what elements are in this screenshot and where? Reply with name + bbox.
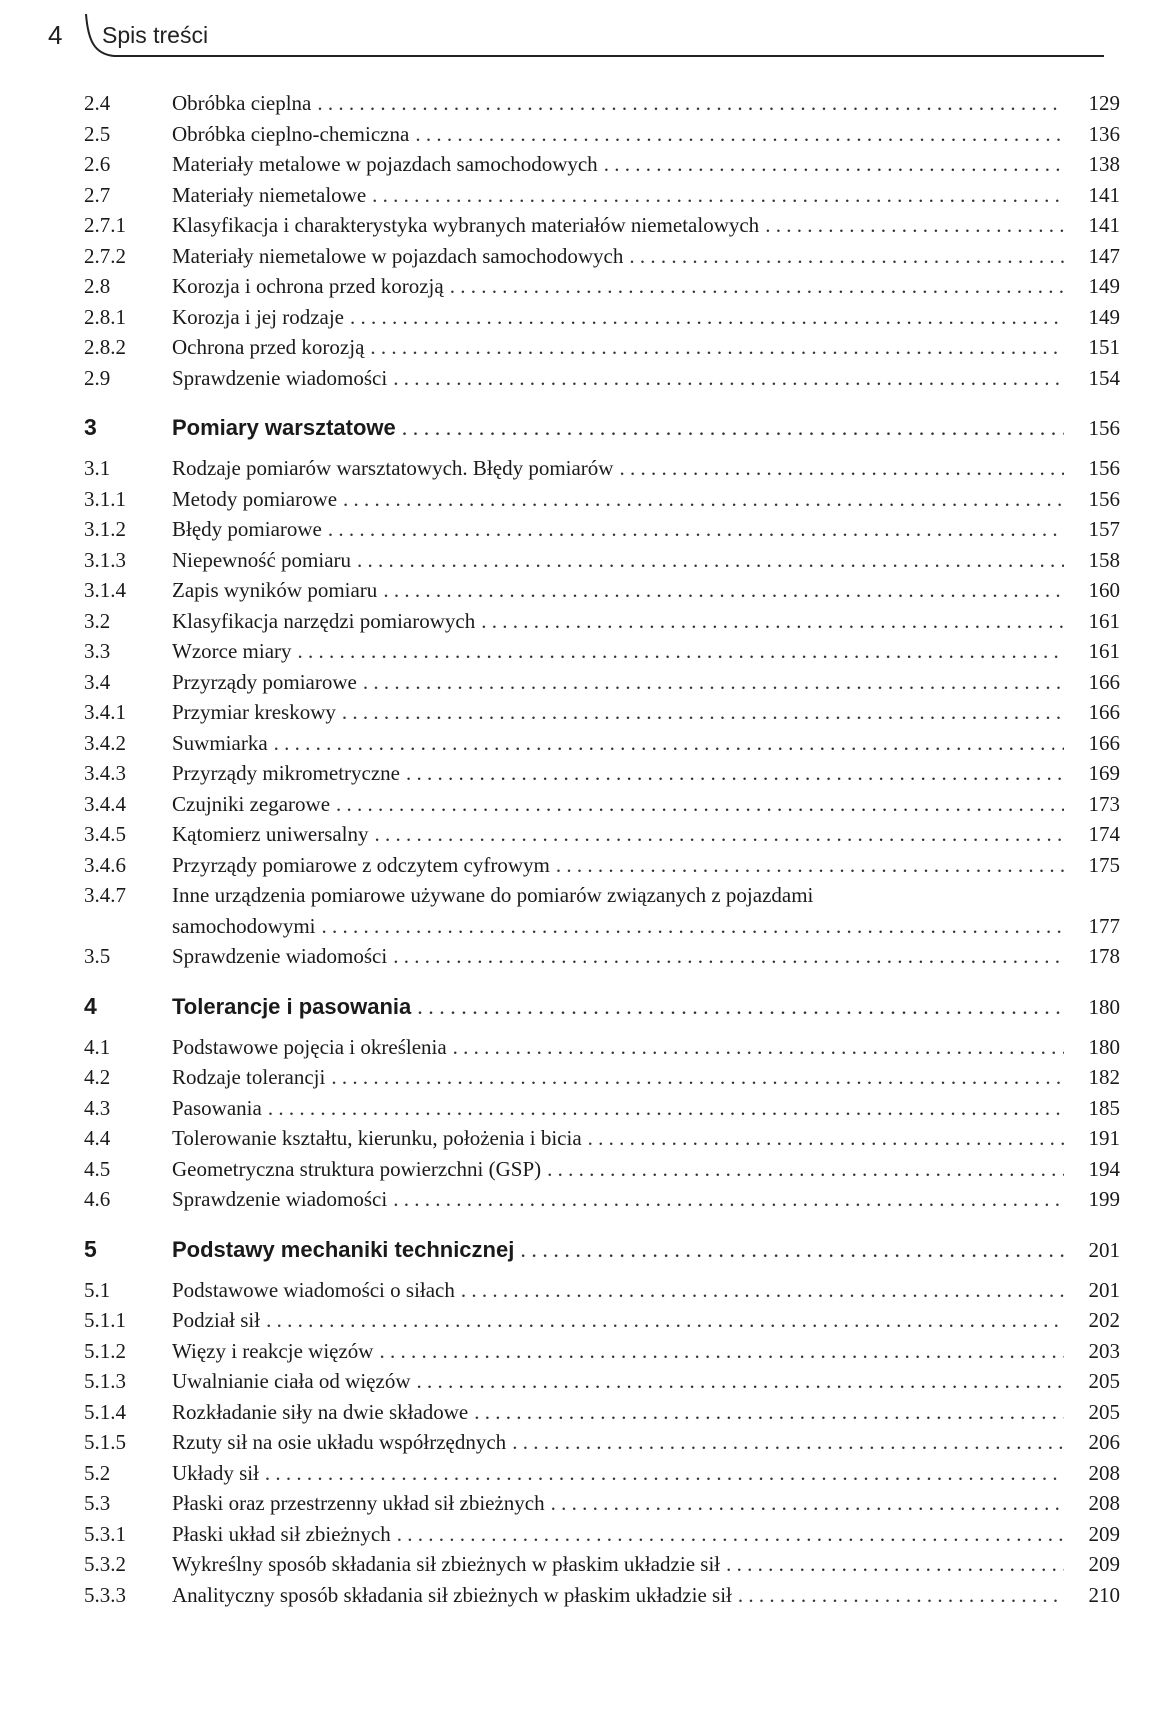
toc-entry-page: 185 [1088,1095,1120,1120]
toc-entry-title: Materiały niemetalowe [172,182,367,207]
toc-entry-title: Ochrona przed korozją [172,335,365,359]
toc-entry-page: 154 [1088,365,1120,390]
toc-entry-number: 2.7.2 [84,243,126,268]
leader-dots [363,667,1064,698]
toc-entry [84,1519,1120,1550]
toc-entry-title: Rodzaje tolerancji [172,1065,326,1089]
toc-entry-title: Podstawowe wiadomości o siłach [172,1277,455,1302]
leader-dots [375,819,1064,850]
toc-entry-title: Rodzaje pomiarów warsztatowych. Błędy pomiarów [172,456,614,480]
toc-entry-page: 149 [1088,274,1120,298]
toc-entry-title: Niepewność pomiaru [172,547,352,572]
toc-entry-number: 3.1.3 [84,547,126,572]
toc-entry-page: 166 [1088,730,1120,755]
toc-entry-number: 4 [84,992,97,1019]
toc-entry-title: Pomiary warsztatowe [172,415,396,440]
toc-entry-page: 151 [1088,335,1120,359]
toc-entry-number: 2.6 [84,152,111,176]
toc-chapter [84,1229,1120,1269]
leader-dots [765,210,1064,241]
leader-dots [372,180,1064,211]
toc-entry-page: 180 [1088,1034,1120,1059]
toc-entry-number: 5.1.3 [84,1369,126,1393]
toc-entry-title: Klasyfikacja i charakterystyka wybranych materiałów niemetalowych [172,213,760,237]
toc-entry [84,88,1120,119]
leader-dots [317,88,1064,119]
toc-entry-page: 136 [1088,121,1120,146]
toc-entry-page: 156 [1088,486,1120,511]
toc-entry-number: 4.6 [84,1187,111,1211]
leader-dots [274,728,1064,759]
toc-entry-page: 166 [1088,700,1120,724]
toc-entry-title: Zapis wyników pomiaru [172,578,378,602]
toc-entry-number: 5.3.3 [84,1582,126,1607]
toc-entry-title: Podstawowe pojęcia i określenia [172,1034,447,1059]
toc-entry [84,758,1120,789]
toc-entry-title: Przymiar kreskowy [172,700,336,724]
leader-dots [370,332,1064,363]
toc-entry-number: 2.8 [84,274,111,298]
leader-dots [379,1336,1064,1367]
toc-entry-title: Klasyfikacja narzędzi pomiarowych [172,608,476,633]
toc-entry-title: Geometryczna struktura powierzchni (GSP) [172,1156,542,1181]
toc-entry [84,514,1120,545]
toc-entry [84,1397,1120,1428]
toc-entry-number: 2.8.1 [84,304,126,329]
toc-entry-title: Przyrządy mikrometryczne [172,761,400,785]
toc-entry [84,1366,1120,1397]
toc-entry-title: Materiały niemetalowe w pojazdach samochodowych [172,243,624,268]
toc-entry [84,1154,1120,1185]
toc-entry [84,241,1120,272]
toc-entry-number: 5.3.2 [84,1552,126,1576]
toc-entry-title: Przyrządy pomiarowe [172,669,357,694]
toc-entry-title: Podział sił [172,1308,261,1332]
toc-entry-page: 205 [1088,1399,1120,1424]
toc-entry-page: 156 [1088,416,1120,440]
toc-entry-number: 3.4.4 [84,791,126,816]
leader-dots [357,545,1064,576]
leader-dots [298,636,1064,667]
leader-dots [481,606,1064,637]
leader-dots [417,987,1064,1027]
toc-entry-number: 3.2 [84,608,111,633]
toc-entry-number: 3.5 [84,944,111,968]
toc-entry-page: 203 [1088,1338,1120,1363]
toc-entry-page: 161 [1088,608,1120,633]
toc-entry-number: 2.7.1 [84,213,126,237]
toc-entry-page: 178 [1088,944,1120,968]
toc-entry-number: 2.5 [84,121,111,146]
toc-entry [84,271,1120,302]
toc-entry [84,1093,1120,1124]
toc-entry-number: 5.1.4 [84,1399,126,1424]
toc-entry-title: Więzy i reakcje więzów [172,1338,374,1363]
leader-dots [393,941,1064,972]
toc-entry-page: 157 [1088,517,1120,541]
toc-entry-page: 160 [1088,578,1120,602]
toc-entry-number: 5.1.2 [84,1338,126,1363]
toc-entry [84,636,1120,667]
toc-entry [84,1336,1120,1367]
leader-dots [415,119,1064,150]
toc-entry [84,789,1120,820]
toc-entry-page: 169 [1088,761,1120,785]
toc-entry [84,1184,1120,1215]
toc-entry-title: Czujniki zegarowe [172,791,331,816]
toc-entry-page: 191 [1088,1126,1120,1150]
leader-dots [450,271,1064,302]
toc-entry-number: 5.3.1 [84,1521,126,1546]
toc-entry-number: 4.4 [84,1126,111,1150]
toc-entry-title: Sprawdzenie wiadomości [172,365,388,390]
leader-dots [402,408,1064,448]
toc-entry-number: 5.1 [84,1277,111,1302]
toc-entry-page: 141 [1088,213,1120,237]
toc-entry-page: 174 [1088,822,1120,846]
toc-entry-page: 201 [1088,1277,1120,1302]
toc-entry [84,667,1120,698]
toc-entry-page: 156 [1088,456,1120,480]
toc-entry [84,819,1120,850]
toc-entry-title: Obróbka cieplno-chemiczna [172,121,410,146]
toc-entry-title: Korozja i ochrona przed korozją [172,274,444,298]
toc-entry [84,697,1120,728]
toc-entry-title: Suwmiarka [172,730,268,755]
toc-entry [84,575,1120,606]
toc-entry-title: Rzuty sił na osie układu współrzędnych [172,1430,507,1454]
toc-entry-title: Uwalnianie ciała od więzów [172,1369,411,1393]
toc-entry-number: 3.4.2 [84,730,126,755]
toc-entry [84,1488,1120,1519]
leader-dots [328,514,1064,545]
toc-entry-page: 161 [1088,639,1120,663]
toc-entry-number: 3.1.4 [84,578,126,602]
toc-entry-page: 129 [1088,91,1120,115]
leader-dots [474,1397,1064,1428]
toc-entry-title: Tolerowanie kształtu, kierunku, położenia i bicia [172,1126,582,1150]
toc-entry-number: 3.4.6 [84,852,126,877]
leader-dots [266,1305,1064,1336]
leader-dots [453,1032,1064,1063]
toc-entry-page: 138 [1088,152,1120,176]
leader-dots [619,453,1064,484]
toc-entry [84,880,1120,911]
toc-entry-page: 208 [1088,1460,1120,1485]
leader-dots [588,1123,1064,1154]
toc-entry [84,180,1120,211]
toc-entry-number: 2.7 [84,182,111,207]
toc-entry-title: Materiały metalowe w pojazdach samochodowych [172,152,598,176]
toc-entry [84,210,1120,241]
leader-dots [629,241,1064,272]
toc-entry-title: Wykreślny sposób składania sił zbieżnych w płaskim układzie sił [172,1552,721,1576]
leader-dots [393,1184,1064,1215]
toc-entry-title: Płaski układ sił zbieżnych [172,1521,391,1546]
leader-dots [551,1488,1064,1519]
toc-entry-number: 4.1 [84,1034,111,1059]
leader-dots [350,302,1064,333]
leader-dots [343,484,1064,515]
toc-entry-page: 209 [1088,1521,1120,1546]
toc-entry-page: 202 [1088,1308,1120,1332]
toc-entry-page: 141 [1088,182,1120,207]
toc-entry [84,1062,1120,1093]
toc-entry-page: 205 [1088,1369,1120,1393]
toc-entry-page: 149 [1088,304,1120,329]
toc-entry-number: 5.1.5 [84,1430,126,1454]
toc-entry-page: 209 [1088,1552,1120,1576]
toc-entry-number: 3.1.2 [84,517,126,541]
toc-entry-number: 5.2 [84,1460,111,1485]
toc-entry [84,728,1120,759]
toc-entry-page: 201 [1088,1237,1120,1262]
toc-entry [84,453,1120,484]
toc-entry-title: Tolerancje i pasowania [172,993,412,1019]
leader-dots [406,758,1064,789]
toc-entry-number: 3.1.1 [84,486,126,511]
toc-entry-number: 5.3 [84,1491,111,1515]
toc-entry-page: 180 [1088,994,1120,1019]
leader-dots [383,575,1064,606]
toc-entry-title: Rozkładanie siły na dwie składowe [172,1399,469,1424]
toc-entry [84,1549,1120,1580]
toc-entry-number: 4.5 [84,1156,111,1181]
toc-entry-page: 194 [1088,1156,1120,1181]
leader-dots [461,1275,1064,1306]
toc-entry-title: Wzorce miary [172,639,292,663]
toc-entry-page: 206 [1088,1430,1120,1454]
toc-entry-page: 147 [1088,243,1120,268]
leader-dots [520,1230,1064,1270]
toc-entry [84,1123,1120,1154]
toc-entry-title: Kątomierz uniwersalny [172,822,369,846]
toc-entry-page: 175 [1088,852,1120,877]
page-number: 4 [48,20,63,50]
toc-entry [84,119,1120,150]
leader-dots [393,363,1064,394]
toc-entry-number: 5.1.1 [84,1308,126,1332]
toc-entry-page: 177 [1088,913,1120,938]
header-title: Spis treści [102,22,209,48]
toc-entry-number: 4.2 [84,1065,111,1089]
leader-dots [604,149,1064,180]
table-of-contents [84,88,1120,1610]
toc-entry-title: Podstawy mechaniki technicznej [172,1236,515,1262]
toc-entry-title: Analityczny sposób składania sił zbieżnych w płaskim układzie sił [172,1582,732,1607]
toc-entry [84,850,1120,881]
toc-entry-page: 210 [1088,1582,1120,1607]
toc-entry-page: 208 [1088,1491,1120,1515]
leader-dots [336,789,1064,820]
toc-entry-title: Sprawdzenie wiadomości [172,944,388,968]
toc-entry [84,1032,1120,1063]
toc-entry [84,1580,1120,1611]
toc-entry-title: Płaski oraz przestrzenny układ sił zbieżnych [172,1491,545,1515]
toc-entry-page: 158 [1088,547,1120,572]
toc-entry-number: 3.3 [84,639,111,663]
leader-dots [268,1093,1064,1124]
toc-entry [84,302,1120,333]
toc-entry [84,1427,1120,1458]
leader-dots [556,850,1064,881]
toc-entry-title: Sprawdzenie wiadomości [172,1187,388,1211]
toc-entry [84,545,1120,576]
toc-entry-number: 3.4.7 [84,883,126,907]
toc-entry-title: Korozja i jej rodzaje [172,304,344,329]
toc-entry-number: 3.4.1 [84,700,126,724]
toc-entry-number: 2.8.2 [84,335,126,359]
toc-entry [84,363,1120,394]
toc-entry [84,484,1120,515]
leader-dots [547,1154,1064,1185]
toc-entry-number: 4.3 [84,1095,111,1120]
toc-entry-title: Pasowania [172,1095,262,1120]
toc-entry [84,606,1120,637]
leader-dots [265,1458,1064,1489]
toc-entry-number: 2.9 [84,365,111,390]
toc-entry-page: 199 [1088,1187,1120,1211]
toc-entry-number: 2.4 [84,91,111,115]
leader-dots [738,1580,1064,1611]
leader-dots [512,1427,1064,1458]
toc-entry-number: 3.1 [84,456,111,480]
leader-dots [397,1519,1064,1550]
toc-entry-page: 173 [1088,791,1120,816]
toc-entry [84,1305,1120,1336]
toc-entry-number: 3.4.5 [84,822,126,846]
toc-entry-title: Obróbka cieplna [172,91,312,115]
leader-dots [321,911,1064,942]
toc-entry [84,1458,1120,1489]
leader-dots [331,1062,1064,1093]
toc-entry-number: 3 [84,414,97,440]
toc-entry [84,149,1120,180]
toc-entry-title-continued: samochodowymi [172,913,316,938]
toc-entry-number: 3.4 [84,669,111,694]
toc-entry [84,941,1120,972]
toc-entry-title: Inne urządzenia pomiarowe używane do pomiarów związanych z pojazdami [172,883,814,907]
toc-entry-page: 182 [1088,1065,1120,1089]
toc-entry-continuation [84,911,1120,942]
toc-chapter [84,986,1120,1026]
toc-entry-number: 5 [84,1235,97,1262]
toc-entry-number: 3.4.3 [84,761,126,785]
toc-entry-title: Przyrządy pomiarowe z odczytem cyfrowym [172,852,550,877]
leader-dots [726,1549,1064,1580]
toc-entry-page: 166 [1088,669,1120,694]
toc-chapter [84,407,1120,447]
page-header [48,10,1108,62]
toc-entry [84,332,1120,363]
toc-entry [84,1275,1120,1306]
toc-entry-title: Metody pomiarowe [172,486,338,511]
leader-dots [417,1366,1065,1397]
leader-dots [342,697,1064,728]
toc-entry-title: Błędy pomiarowe [172,517,322,541]
toc-entry-title: Układy sił [172,1460,259,1485]
